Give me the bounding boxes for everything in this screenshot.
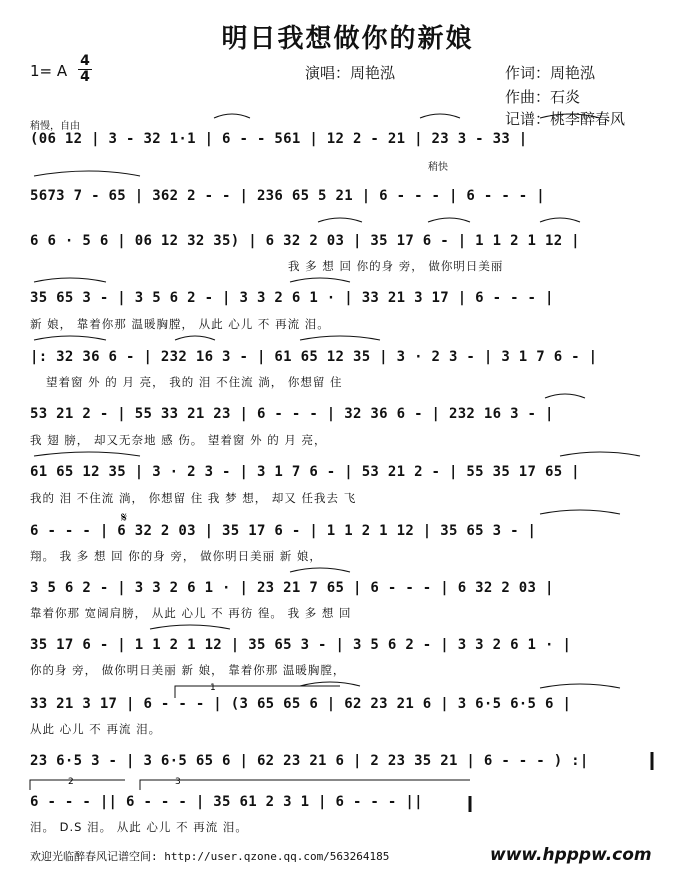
lyric-line-4: 新 娘， 靠着你那 温暖胸膛， 从此 心儿 不 再流 泪。 xyxy=(30,317,330,331)
key-signature: 1= A xyxy=(30,62,68,80)
lyric-line-9: 靠着你那 宽阔肩膀， 从此 心儿 不 再彷 徨。 我 多 想 回 xyxy=(30,606,352,620)
slur xyxy=(214,114,250,118)
volta-number-1: 1 xyxy=(210,683,216,693)
lyric-line-8: 翔。 我 多 想 回 你的身 旁， 做你明日美丽 新 娘， xyxy=(30,549,322,563)
score-row-12: 23 6·5 3 - | 3 6·5 65 6 | 62 23 21 6 | 2 23 35 21 | 6 - - - ) :| xyxy=(30,753,589,769)
tempo-marking-fast: 稍快 xyxy=(428,162,448,173)
volta-number-3: 3 xyxy=(175,777,181,787)
slur xyxy=(300,682,360,686)
slur xyxy=(540,684,620,688)
lyricist-credit: 作词：周艳泓 xyxy=(505,64,596,82)
slur xyxy=(150,625,230,629)
lyric-line-3: 我 多 想 回 你的身 旁， 做你明日美丽 xyxy=(288,259,504,273)
lyric-line-6: 我 翅 膀， 却又无奈地 感 伤。 望着窗 外 的 月 亮， xyxy=(30,433,327,447)
lyric-line-10: 你的身 旁， 做你明日美丽 新 娘， 靠着你那 温暖胸膛， xyxy=(30,663,346,677)
composer-credit: 作曲：石炎 xyxy=(505,88,581,106)
score-row-3: 6 6 · 5 6 | 06 12 32 35) | 6 32 2 03 | 35 17 6 - | 1 1 2 1 12 | xyxy=(30,233,580,249)
slur xyxy=(175,336,215,340)
slur xyxy=(34,278,106,282)
score-row-4: 35 65 3 - | 3 5 6 2 - | 3 3 2 6 1 · | 33 21 3 17 | 6 - - - | xyxy=(30,290,554,306)
score-row-1: (06 12 | 3 - 32 1·1 | 6 - - 561 | 12 2 - 21 | 23 3 - 33 | xyxy=(30,131,528,147)
slur xyxy=(540,218,580,222)
score-row-5: |: 32 36 6 - | 232 16 3 - | 61 65 12 35 | 3 · 2 3 - | 3 1 7 6 - | xyxy=(30,349,598,365)
score-row-13: 6 - - - || 6 - - - | 35 61 2 3 1 | 6 - - - || xyxy=(30,794,423,810)
slur xyxy=(318,218,362,222)
lyric-line-13: 泪。 D.S 泪。 从此 心儿 不 再流 泪。 xyxy=(30,820,248,834)
lyric-line-5: 望着窗 外 的 月 亮， 我的 泪 不住流 淌， 你想留 住 xyxy=(46,375,343,389)
slur xyxy=(290,568,350,572)
slur xyxy=(560,452,640,456)
meter-bottom: 4 xyxy=(80,69,90,85)
slur xyxy=(300,336,380,340)
score-row-7: 61 65 12 35 | 3 · 2 3 - | 3 1 7 6 - | 53 21 2 - | 55 35 17 65 | xyxy=(30,464,580,480)
tempo-marking-intro: 稍慢，自由 xyxy=(30,121,80,132)
meter-top: 4 xyxy=(80,53,90,69)
transcriber-credit: 记谱：桃李醉春风 xyxy=(505,110,626,128)
score-row-10: 35 17 6 - | 1 1 2 1 12 | 35 65 3 - | 3 5 6 2 - | 3 3 2 6 1 · | xyxy=(30,637,572,653)
slur xyxy=(290,278,350,282)
score-row-9: 3 5 6 2 - | 3 3 2 6 1 · | 23 21 7 65 | 6 - - - | 6 32 2 03 | xyxy=(30,580,554,596)
volta-bracket-2 xyxy=(30,780,125,790)
lyric-line-11: 从此 心儿 不 再流 泪。 xyxy=(30,722,162,736)
song-title: 明日我想做你的新娘 xyxy=(221,24,474,54)
footer-note: 欢迎光临醉春风记谱空间: http://user.qzone.qq.com/563264185 xyxy=(30,850,390,863)
slur xyxy=(420,114,460,118)
slur xyxy=(428,218,470,222)
site-watermark[interactable]: www.hpppw.com xyxy=(490,845,652,865)
slur xyxy=(540,510,620,514)
score-row-6: 53 21 2 - | 55 33 21 23 | 6 - - - | 32 36 6 - | 232 16 3 - | xyxy=(30,406,554,422)
singer-credit: 演唱：周艳泓 xyxy=(305,64,396,82)
score-row-8: 6 - - - | 6 32 2 03 | 35 17 6 - | 1 1 2 1 12 | 35 65 3 - | xyxy=(30,523,537,539)
volta-bracket-3 xyxy=(140,780,470,790)
slur xyxy=(34,336,106,340)
slur xyxy=(34,452,140,456)
volta-bracket-1 xyxy=(175,686,340,698)
slur xyxy=(540,114,600,118)
slur xyxy=(34,171,140,176)
slur xyxy=(545,394,585,398)
score-row-11: 33 21 3 17 | 6 - - - | (3 65 65 6 | 62 23 21 6 | 3 6·5 6·5 6 | xyxy=(30,696,572,712)
lyric-line-7: 我的 泪 不住流 淌， 你想留 住 我 梦 想， 却又 任我去 飞 xyxy=(30,491,357,505)
segno-icon: 𝄋 xyxy=(121,510,128,526)
score-row-2: 5673 7 - 65 | 362 2 - - | 236 65 5 21 | 6 - - - | 6 - - - | xyxy=(30,188,545,204)
volta-number-2: 2 xyxy=(68,777,74,787)
